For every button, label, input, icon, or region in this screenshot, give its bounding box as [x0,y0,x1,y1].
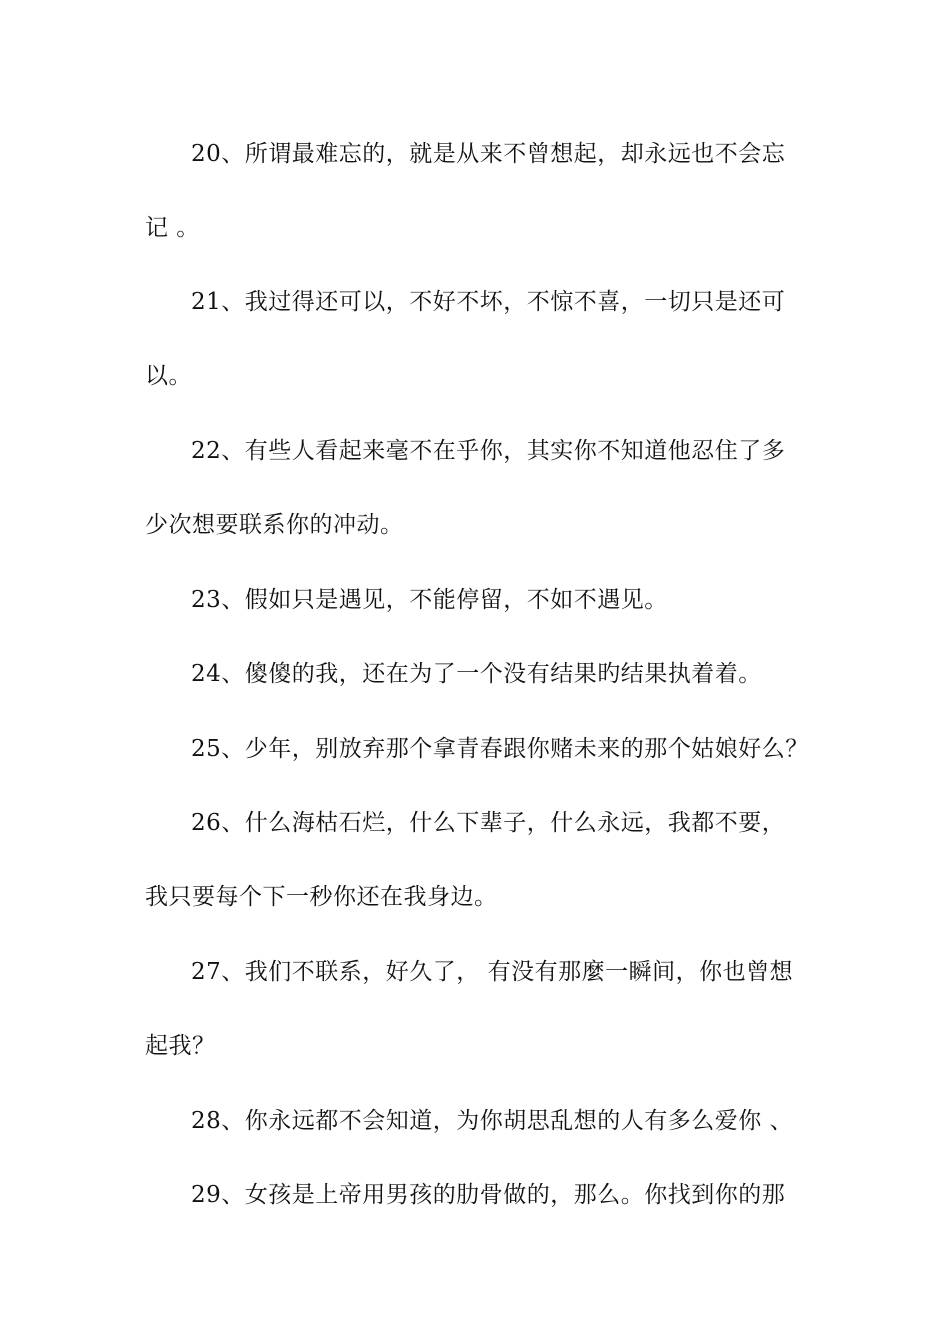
paragraph-25: 25、少年，别放弃那个拿青春跟你赌未来的那个姑娘好么？ [191,736,809,762]
paragraph-21-line-2: 以。 [145,363,192,389]
paragraph-22-line-2: 少次想要联系你的冲动。 [145,512,404,538]
paragraph-29-line-1: 29、女孩是上帝用男孩的肋骨做的，那么。你找到你的那 [191,1182,786,1208]
paragraph-28: 28、你永远都不会知道，为你胡思乱想的人有多么爱你 、 [191,1108,794,1134]
paragraph-20-line-1: 20、所谓最难忘的，就是从来不曾想起，却永远也不会忘 [191,141,786,167]
paragraph-27-line-1: 27、我们不联系，好久了， 有没有那麼一瞬间，你也曾想 [191,959,794,985]
paragraph-26-line-1: 26、什么海枯石烂，什么下辈子，什么永远，我都不要， [191,810,786,836]
paragraph-26-line-2: 我只要每个下一秒你还在我身边。 [145,884,498,910]
paragraph-22-line-1: 22、有些人看起来毫不在乎你，其实你不知道他忍住了多 [191,438,786,464]
paragraph-23: 23、假如只是遇见，不能停留，不如不遇见。 [191,587,668,613]
paragraph-20-line-2: 记 。 [145,215,200,241]
paragraph-21-line-1: 21、我过得还可以，不好不坏，不惊不喜，一切只是还可 [191,289,786,315]
paragraph-24: 24、傻傻的我，还在为了一个没有结果旳结果执着着。 [191,661,762,687]
paragraph-27-line-2: 起我？ [145,1033,216,1059]
